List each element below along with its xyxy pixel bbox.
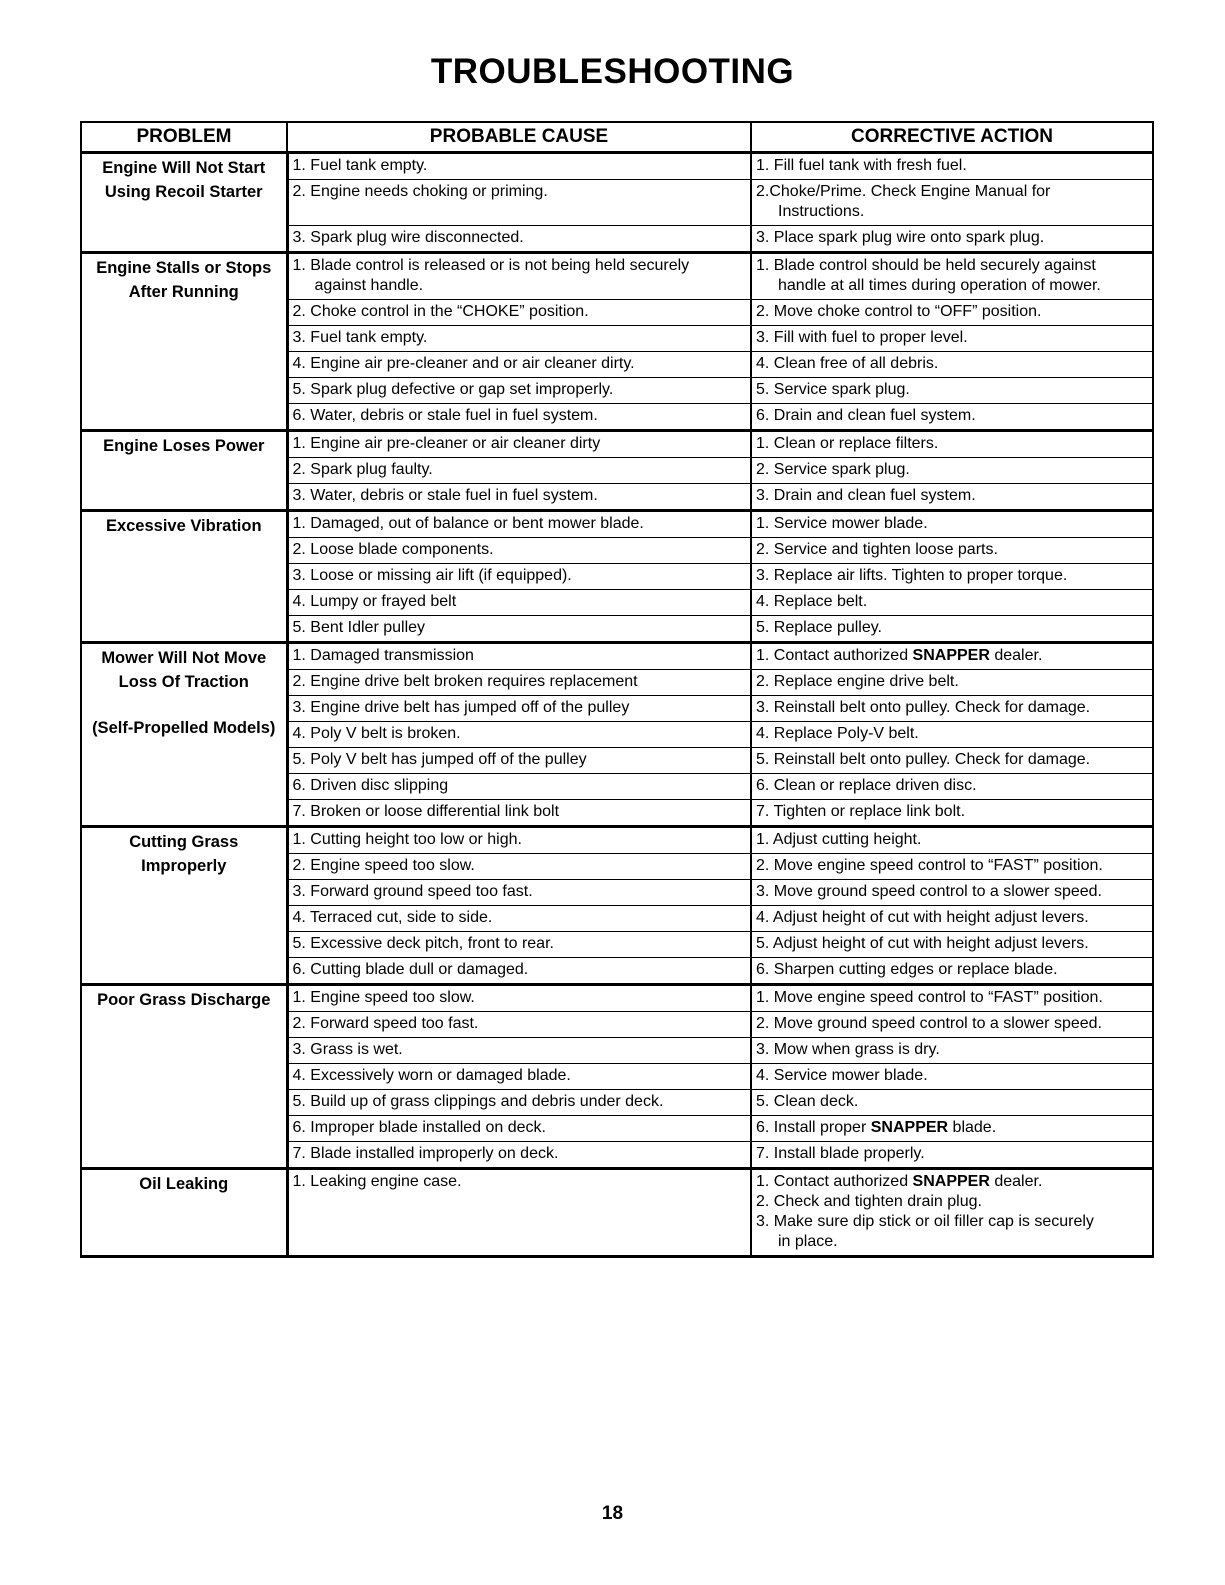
action-cell [751, 180, 1153, 226]
cause-line: 5. Build up of grass clippings and debris under deck. [292, 1093, 664, 1110]
text-segment: 6. Install proper [756, 1119, 871, 1136]
action-line: 5. Service spark plug. [756, 381, 910, 398]
problem-cell [81, 511, 287, 643]
cause-cell [287, 253, 751, 300]
cause-cell [287, 1090, 751, 1116]
cause-cell [287, 670, 751, 696]
action-line: 4. Replace Poly-V belt. [756, 725, 919, 742]
cause-line: 3. Engine drive belt has jumped off of the pulley [292, 699, 630, 716]
cause-line: 5. Excessive deck pitch, front to rear. [292, 935, 554, 952]
action-cell [751, 932, 1153, 958]
action-line: 2. Service and tighten loose parts. [756, 541, 998, 558]
cause-cell [287, 300, 751, 326]
table-header-row [81, 122, 1153, 153]
action-line: 4. Service mower blade. [756, 1067, 928, 1084]
table-row [81, 1169, 1153, 1257]
cause-line: against handle. [314, 277, 424, 294]
action-line: 5. Replace pulley. [756, 619, 882, 636]
cause-cell [287, 326, 751, 352]
troubleshooting-table [80, 121, 1154, 1258]
problem-label: Improperly [141, 857, 227, 875]
table-row [81, 153, 1153, 180]
cause-line: 2. Engine drive belt broken requires replacement [292, 673, 638, 690]
cause-line: 7. Broken or loose differential link bolt [292, 803, 560, 820]
action-cell [751, 722, 1153, 748]
action-cell [751, 1142, 1153, 1169]
table-row [81, 985, 1153, 1012]
cause-line: 6. Improper blade installed on deck. [292, 1119, 546, 1136]
cause-cell [287, 431, 751, 458]
action-cell [751, 226, 1153, 253]
action-line: 1. Adjust cutting height. [756, 831, 922, 848]
table-row [81, 511, 1153, 538]
action-line: 6. Clean or replace driven disc. [756, 777, 977, 794]
table-row [81, 431, 1153, 458]
cause-line: 2. Spark plug faulty. [292, 461, 433, 478]
cause-cell [287, 484, 751, 511]
problem-label: Oil Leaking [139, 1175, 229, 1193]
action-line: handle at all times during operation of mower. [778, 277, 1101, 294]
text-segment: in place. [778, 1233, 838, 1250]
cause-line: 1. Fuel tank empty. [292, 157, 428, 174]
action-line [756, 1192, 1148, 1212]
cause-line: 4. Terraced cut, side to side. [292, 909, 493, 926]
cause-cell [287, 696, 751, 722]
action-line: 7. Install blade properly. [756, 1145, 925, 1162]
action-cell [751, 906, 1153, 932]
action-cell [751, 1064, 1153, 1090]
action-line [756, 646, 1148, 666]
cause-line: 1. Damaged, out of balance or bent mower blade. [292, 515, 644, 532]
header-corrective-action: CORRECTIVE ACTION [751, 122, 1153, 153]
problem-label: After Running [128, 283, 239, 301]
action-line: 1. Service mower blade. [756, 515, 928, 532]
action-cell [751, 800, 1153, 827]
action-cell [751, 643, 1153, 670]
problem-cell [81, 253, 287, 431]
cause-cell [287, 511, 751, 538]
action-cell [751, 253, 1153, 300]
cause-cell [287, 153, 751, 180]
cause-line: 1. Damaged transmission [292, 647, 474, 664]
action-line: 6. Drain and clean fuel system. [756, 407, 976, 424]
action-line: 5. Adjust height of cut with height adjust levers. [756, 935, 1089, 952]
action-line: 4. Replace belt. [756, 593, 868, 610]
cause-cell [287, 722, 751, 748]
cause-cell [287, 958, 751, 985]
header-probable-cause: PROBABLE CAUSE [287, 122, 751, 153]
cause-line: 3. Forward ground speed too fast. [292, 883, 533, 900]
brand-name: SNAPPER [912, 1173, 990, 1190]
table-row [81, 827, 1153, 854]
page-title: TROUBLESHOOTING [430, 52, 795, 91]
cause-line: 2. Engine speed too slow. [292, 857, 475, 874]
problem-label: Loss Of Traction [118, 673, 249, 691]
action-cell [751, 985, 1153, 1012]
cause-line: 2. Loose blade components. [292, 541, 494, 558]
problem-label: (Self-Propelled Models) [92, 719, 276, 737]
cause-cell [287, 590, 751, 616]
problem-label: Engine Loses Power [103, 437, 265, 455]
cause-line: 1. Engine speed too slow. [292, 989, 475, 1006]
action-line [756, 1118, 1148, 1138]
cause-cell [287, 352, 751, 378]
cause-line: 1. Leaking engine case. [292, 1173, 462, 1190]
cause-cell [287, 774, 751, 800]
cause-line: 3. Water, debris or stale fuel in fuel system. [292, 487, 598, 504]
cause-cell [287, 906, 751, 932]
cause-cell [287, 226, 751, 253]
cause-line: 4. Engine air pre-cleaner and or air cleaner dirty. [292, 355, 635, 372]
action-cell [751, 431, 1153, 458]
action-cell [751, 1012, 1153, 1038]
page-number: 18 [601, 1503, 624, 1524]
action-line: 3. Fill with fuel to proper level. [756, 329, 968, 346]
action-line: 1. Move engine speed control to “FAST” position. [756, 989, 1103, 1006]
table-row [81, 253, 1153, 300]
action-cell [751, 854, 1153, 880]
action-cell [751, 300, 1153, 326]
problem-label: Using Recoil Starter [104, 183, 263, 201]
action-line: 3. Reinstall belt onto pulley. Check for damage. [756, 699, 1091, 716]
cause-cell [287, 643, 751, 670]
cause-line: 5. Poly V belt has jumped off of the pulley [292, 751, 587, 768]
cause-cell [287, 854, 751, 880]
action-line: 2.Choke/Prime. Check Engine Manual for [756, 183, 1051, 200]
cause-cell [287, 827, 751, 854]
action-line [756, 1172, 1148, 1192]
action-line: 1. Clean or replace filters. [756, 435, 939, 452]
action-cell [751, 1169, 1153, 1257]
cause-line: 3. Loose or missing air lift (if equipped). [292, 567, 572, 584]
action-line: 4. Adjust height of cut with height adjust levers. [756, 909, 1089, 926]
cause-line: 7. Blade installed improperly on deck. [292, 1145, 559, 1162]
action-cell [751, 827, 1153, 854]
action-cell [751, 511, 1153, 538]
problem-label: Poor Grass Discharge [97, 991, 271, 1009]
cause-line: 6. Driven disc slipping [292, 777, 449, 794]
cause-cell [287, 180, 751, 226]
header-problem: PROBLEM [81, 122, 287, 153]
cause-line: 6. Water, debris or stale fuel in fuel system. [292, 407, 598, 424]
problem-cell [81, 431, 287, 511]
cause-cell [287, 800, 751, 827]
cause-cell [287, 564, 751, 590]
problem-cell [81, 1169, 287, 1257]
action-line [756, 1212, 1148, 1232]
cause-line: 3. Fuel tank empty. [292, 329, 428, 346]
cause-line: 3. Spark plug wire disconnected. [292, 229, 524, 246]
action-cell [751, 484, 1153, 511]
problem-cell [81, 153, 287, 253]
problem-cell [81, 827, 287, 985]
action-cell [751, 1090, 1153, 1116]
text-segment: 1. Contact authorized [756, 647, 913, 664]
action-cell [751, 748, 1153, 774]
action-cell [751, 404, 1153, 431]
cause-line: 2. Choke control in the “CHOKE” position. [292, 303, 589, 320]
cause-line: 1. Engine air pre-cleaner or air cleaner dirty [292, 435, 601, 452]
cause-cell [287, 404, 751, 431]
action-line: Instructions. [778, 203, 865, 220]
action-line: 2. Service spark plug. [756, 461, 910, 478]
cause-line: 3. Grass is wet. [292, 1041, 403, 1058]
cause-line: 5. Bent Idler pulley [292, 619, 426, 636]
action-cell [751, 352, 1153, 378]
problem-label: Engine Stalls or Stops [96, 259, 272, 277]
cause-cell [287, 932, 751, 958]
cause-line: 4. Lumpy or frayed belt [292, 593, 457, 610]
action-line: 2. Replace engine drive belt. [756, 673, 959, 690]
cause-line: 2. Forward speed too fast. [292, 1015, 479, 1032]
text-segment: 1. Contact authorized [756, 1173, 913, 1190]
spacer [86, 694, 282, 716]
cause-line: 5. Spark plug defective or gap set improperly. [292, 381, 614, 398]
cause-cell [287, 748, 751, 774]
cause-cell [287, 1142, 751, 1169]
action-line: 2. Move ground speed control to a slower speed. [756, 1015, 1102, 1032]
cause-line: 4. Poly V belt is broken. [292, 725, 461, 742]
text-segment: 3. Make sure dip stick or oil filler cap is securely [756, 1213, 1094, 1230]
cause-cell [287, 1116, 751, 1142]
problem-label: Excessive Vibration [105, 517, 262, 535]
action-cell [751, 538, 1153, 564]
cause-cell [287, 378, 751, 404]
cause-cell [287, 1169, 751, 1257]
table-row [81, 643, 1153, 670]
action-cell [751, 153, 1153, 180]
action-line: 3. Replace air lifts. Tighten to proper torque. [756, 567, 1068, 584]
cause-line: 2. Engine needs choking or priming. [292, 183, 548, 200]
cause-cell [287, 538, 751, 564]
action-line: 1. Blade control should be held securely against [756, 257, 1096, 274]
action-line: 3. Move ground speed control to a slower speed. [756, 883, 1102, 900]
problem-label: Engine Will Not Start [102, 159, 266, 177]
text-segment: 2. Check and tighten drain plug. [756, 1193, 982, 1210]
action-line: 4. Clean free of all debris. [756, 355, 939, 372]
action-line: 1. Fill fuel tank with fresh fuel. [756, 157, 967, 174]
cause-cell [287, 985, 751, 1012]
action-cell [751, 958, 1153, 985]
cause-cell [287, 458, 751, 484]
brand-name: SNAPPER [870, 1119, 949, 1136]
action-line: 3. Drain and clean fuel system. [756, 487, 976, 504]
action-cell [751, 590, 1153, 616]
text-segment: dealer. [989, 1173, 1043, 1190]
brand-name: SNAPPER [912, 647, 990, 664]
action-line: 5. Reinstall belt onto pulley. Check for damage. [756, 751, 1091, 768]
text-segment: dealer. [989, 647, 1043, 664]
cause-line: 1. Blade control is released or is not being held securely [292, 257, 690, 274]
action-line [756, 1232, 1148, 1252]
cause-cell [287, 1012, 751, 1038]
cause-cell [287, 880, 751, 906]
text-segment: blade. [948, 1119, 997, 1136]
table-body [81, 153, 1153, 1257]
action-cell [751, 616, 1153, 643]
cause-line: 1. Cutting height too low or high. [292, 831, 522, 848]
problem-cell [81, 643, 287, 827]
action-cell [751, 378, 1153, 404]
cause-cell [287, 616, 751, 643]
action-line: 6. Sharpen cutting edges or replace blade. [756, 961, 1058, 978]
action-cell [751, 670, 1153, 696]
action-line: 3. Mow when grass is dry. [756, 1041, 940, 1058]
action-line: 5. Clean deck. [756, 1093, 859, 1110]
action-cell [751, 564, 1153, 590]
action-cell [751, 696, 1153, 722]
problem-cell [81, 985, 287, 1169]
action-line: 3. Place spark plug wire onto spark plug. [756, 229, 1045, 246]
cause-cell [287, 1038, 751, 1064]
problem-label: Cutting Grass [129, 833, 239, 851]
action-cell [751, 326, 1153, 352]
action-line: 7. Tighten or replace link bolt. [756, 803, 966, 820]
action-line: 2. Move engine speed control to “FAST” position. [756, 857, 1103, 874]
action-cell [751, 880, 1153, 906]
action-cell [751, 1038, 1153, 1064]
cause-cell [287, 1064, 751, 1090]
problem-label: Mower Will Not Move [101, 649, 267, 667]
action-cell [751, 1116, 1153, 1142]
action-cell [751, 458, 1153, 484]
action-line: 2. Move choke control to “OFF” position. [756, 303, 1042, 320]
cause-line: 4. Excessively worn or damaged blade. [292, 1067, 571, 1084]
cause-line: 6. Cutting blade dull or damaged. [292, 961, 529, 978]
action-cell [751, 774, 1153, 800]
